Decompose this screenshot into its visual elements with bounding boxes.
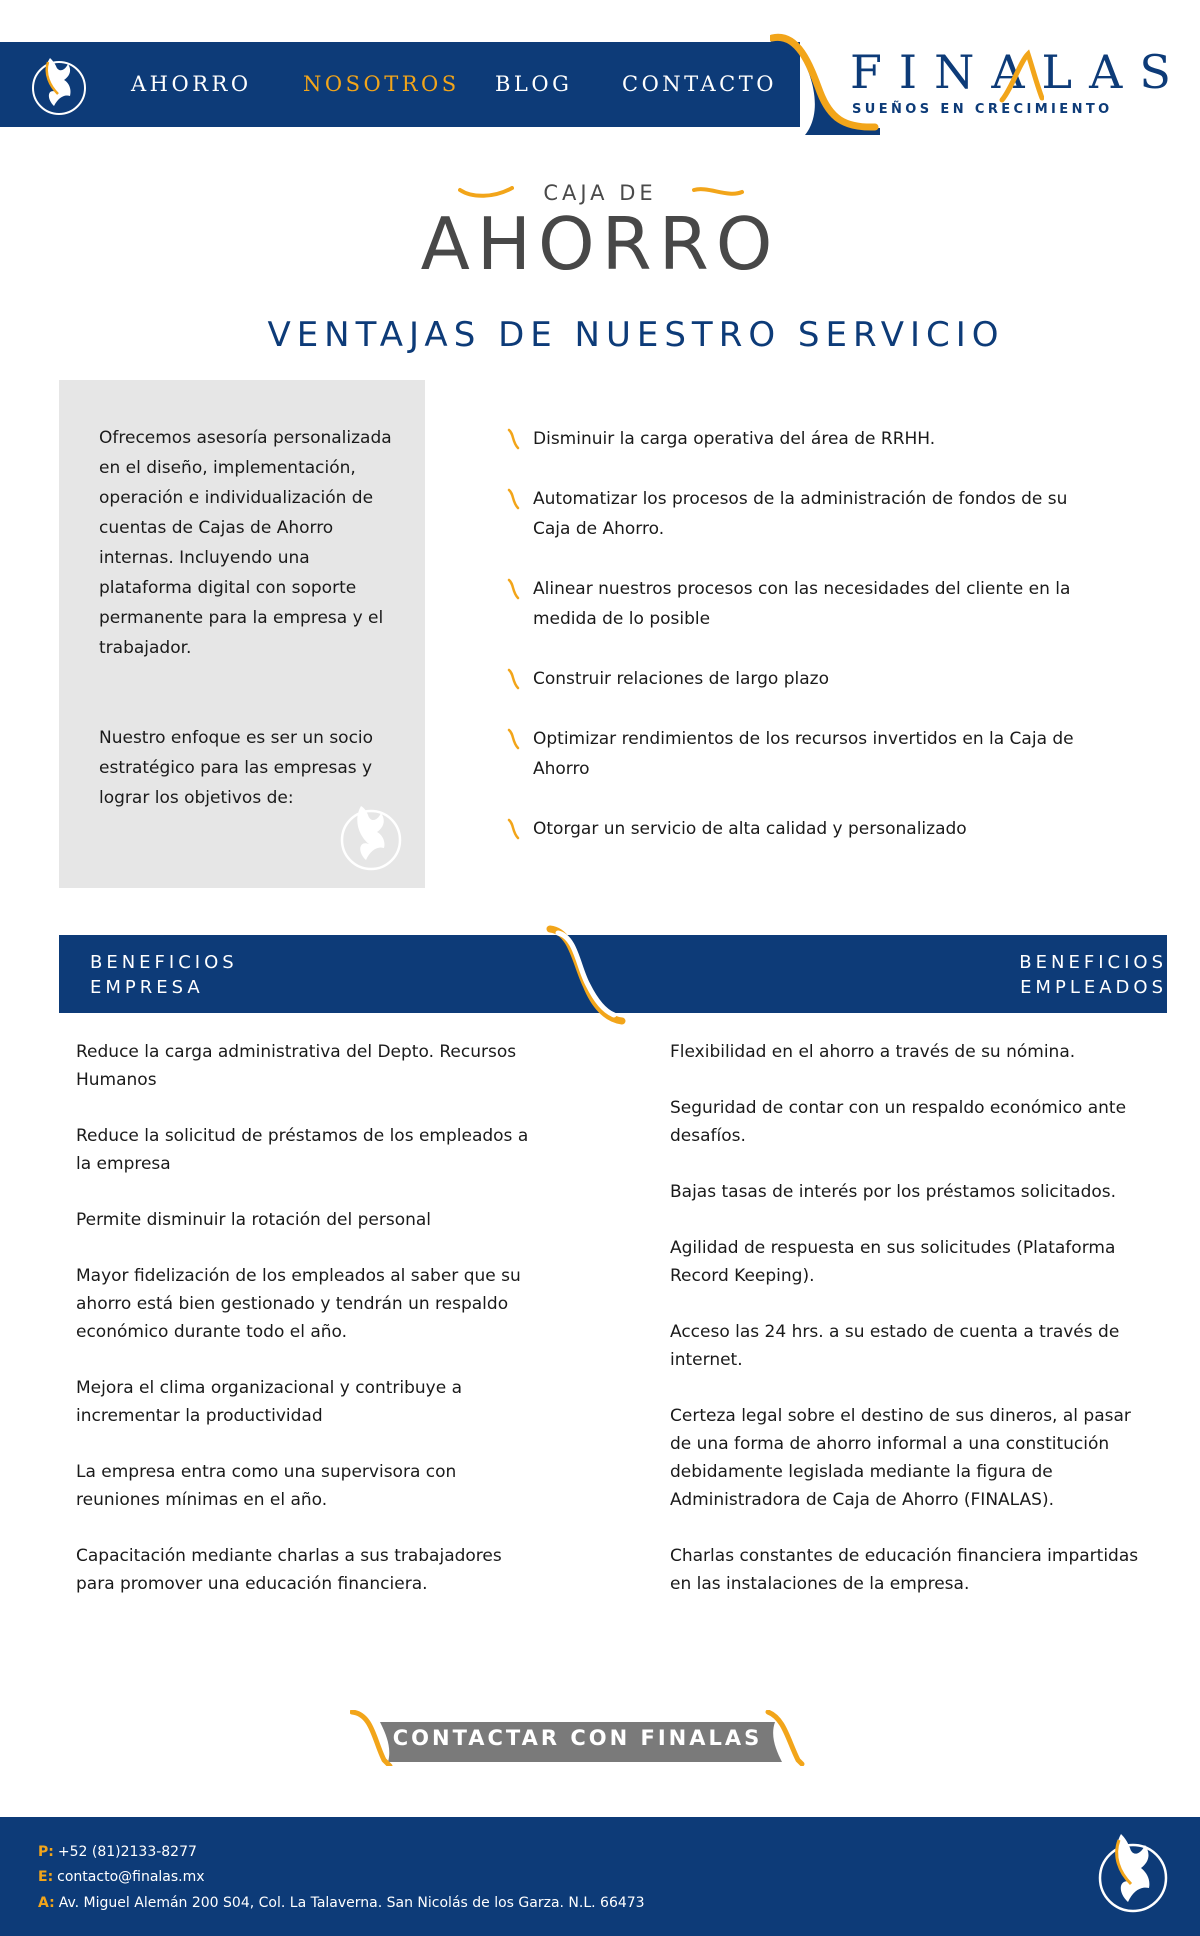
- gold-stroke-bullet-icon: [506, 428, 520, 450]
- advantage-text: Optimizar rendimientos de los recursos invertidos en la Caja de Ahorro: [533, 729, 1074, 779]
- advantage-text: Automatizar los procesos de la administración de fondos de su Caja de Ahorro.: [533, 489, 1068, 539]
- list-item: Seguridad de contar con un respaldo económico ante desafíos.: [670, 1098, 1127, 1146]
- employee-benefits-list: [670, 1038, 1140, 1626]
- intro-paragraph-2: Nuestro enfoque es ser un socio estratégico para las empresas y lograr los objetivos de:: [99, 728, 374, 808]
- email-value[interactable]: contacto@finalas.mx: [57, 1869, 205, 1885]
- phone-label: P:: [38, 1844, 54, 1860]
- brand-swash-icon: [998, 48, 1044, 104]
- address-value: Av. Miguel Alemán 200 S04, Col. La Talaverna. San Nicolás de los Garza. N.L. 66473: [58, 1895, 645, 1911]
- list-item: Permite disminuir la rotación del personal: [76, 1210, 432, 1230]
- nav-item-ahorro[interactable]: AHORRO: [131, 72, 252, 96]
- nav-item-contacto[interactable]: CONTACTO: [622, 72, 777, 96]
- footer-phone: [38, 1842, 197, 1862]
- brand-logo[interactable]: [850, 44, 1188, 124]
- footer-address: [38, 1893, 645, 1913]
- advantage-text: Alinear nuestros procesos con las necesidades del cliente en la medida de lo posible: [533, 579, 1071, 629]
- heading-caja-de: CAJA DE: [543, 181, 657, 205]
- list-item: Agilidad de respuesta en sus solicitudes (Plataforma Record Keeping).: [670, 1238, 1116, 1286]
- list-item: Charlas constantes de educación financiera impartidas en las instalaciones de la empresa.: [670, 1546, 1139, 1594]
- footer-email: [38, 1867, 205, 1887]
- benefits-swoosh-decoration: [546, 925, 626, 1025]
- advantage-text: Construir relaciones de largo plazo: [533, 669, 829, 689]
- advantage-text: Disminuir la carga operativa del área de RRHH.: [533, 429, 936, 449]
- intro-panel: [59, 380, 425, 888]
- gold-stroke-bullet-icon: [506, 818, 520, 840]
- advantage-text: Otorgar un servicio de alta calidad y personalizado: [533, 819, 967, 839]
- gold-stroke-bullet-icon: [506, 668, 520, 690]
- phone-value[interactable]: +52 (81)2133-8277: [57, 1844, 197, 1860]
- brand-tagline: SUEÑOS EN CRECIMIENTO: [852, 102, 1113, 117]
- brand-name: FINALAS: [850, 45, 1188, 99]
- phoenix-watermark-icon: [339, 798, 403, 872]
- gold-stroke-bullet-icon: [506, 488, 520, 510]
- address-label: A:: [38, 1895, 55, 1911]
- list-item: La empresa entra como una supervisora con reuniones mínimas en el año.: [76, 1462, 457, 1510]
- list-item: Certeza legal sobre el destino de sus dineros, al pasar de una forma de ahorro informal a una constitución debidamente legislada mediante la figura de Administradora de Caja de Ahorro (FINALAS).: [670, 1406, 1131, 1510]
- list-item: Capacitación mediante charlas a sus trabajadores para promover una educación financiera.: [76, 1546, 502, 1594]
- benefits-company-title: BENEFICIOS EMPRESA: [90, 952, 238, 998]
- company-benefits-list: [76, 1038, 536, 1626]
- nav-item-blog[interactable]: BLOG: [495, 72, 573, 96]
- list-item: Reduce la carga administrativa del Depto. Recursos Humanos: [76, 1042, 517, 1090]
- benefits-employees-title: BENEFICIOS EMPLEADOS: [1019, 952, 1167, 998]
- list-item: Reduce la solicitud de préstamos de los empleados a la empresa: [76, 1126, 529, 1174]
- phoenix-logo-icon[interactable]: [30, 50, 88, 118]
- intro-paragraph-1: Ofrecemos asesoría personalizada en el diseño, implementación, operación e individualización de cuentas de Cajas de Ahorro internas. Incluyendo una plataforma digital con soporte permanente para la empresa y el trabajador.: [99, 428, 392, 658]
- list-item: Flexibilidad en el ahorro a través de su nómina.: [670, 1042, 1076, 1062]
- contact-cta-button[interactable]: [350, 1710, 805, 1766]
- gold-stroke-bullet-icon: [506, 578, 520, 600]
- email-label: E:: [38, 1869, 54, 1885]
- section-subtitle: VENTAJAS DE NUESTRO SERVICIO: [267, 315, 1005, 355]
- list-item: Mayor fidelización de los empleados al saber que su ahorro está bien gestionado y tendrán un respaldo económico durante todo el año.: [76, 1266, 521, 1342]
- list-item: Acceso las 24 hrs. a su estado de cuenta a través de internet.: [670, 1322, 1120, 1370]
- gold-stroke-bullet-icon: [506, 728, 520, 750]
- cta-label: CONTACTAR CON FINALAS: [392, 1726, 763, 1750]
- phoenix-footer-logo-icon[interactable]: [1095, 1826, 1171, 1916]
- list-item: Bajas tasas de interés por los préstamos solicitados.: [670, 1182, 1117, 1202]
- page-title: AHORRO: [420, 202, 780, 286]
- nav-item-nosotros[interactable]: NOSOTROS: [303, 72, 460, 96]
- list-item: Mejora el clima organizacional y contribuye a incrementar la productividad: [76, 1378, 463, 1426]
